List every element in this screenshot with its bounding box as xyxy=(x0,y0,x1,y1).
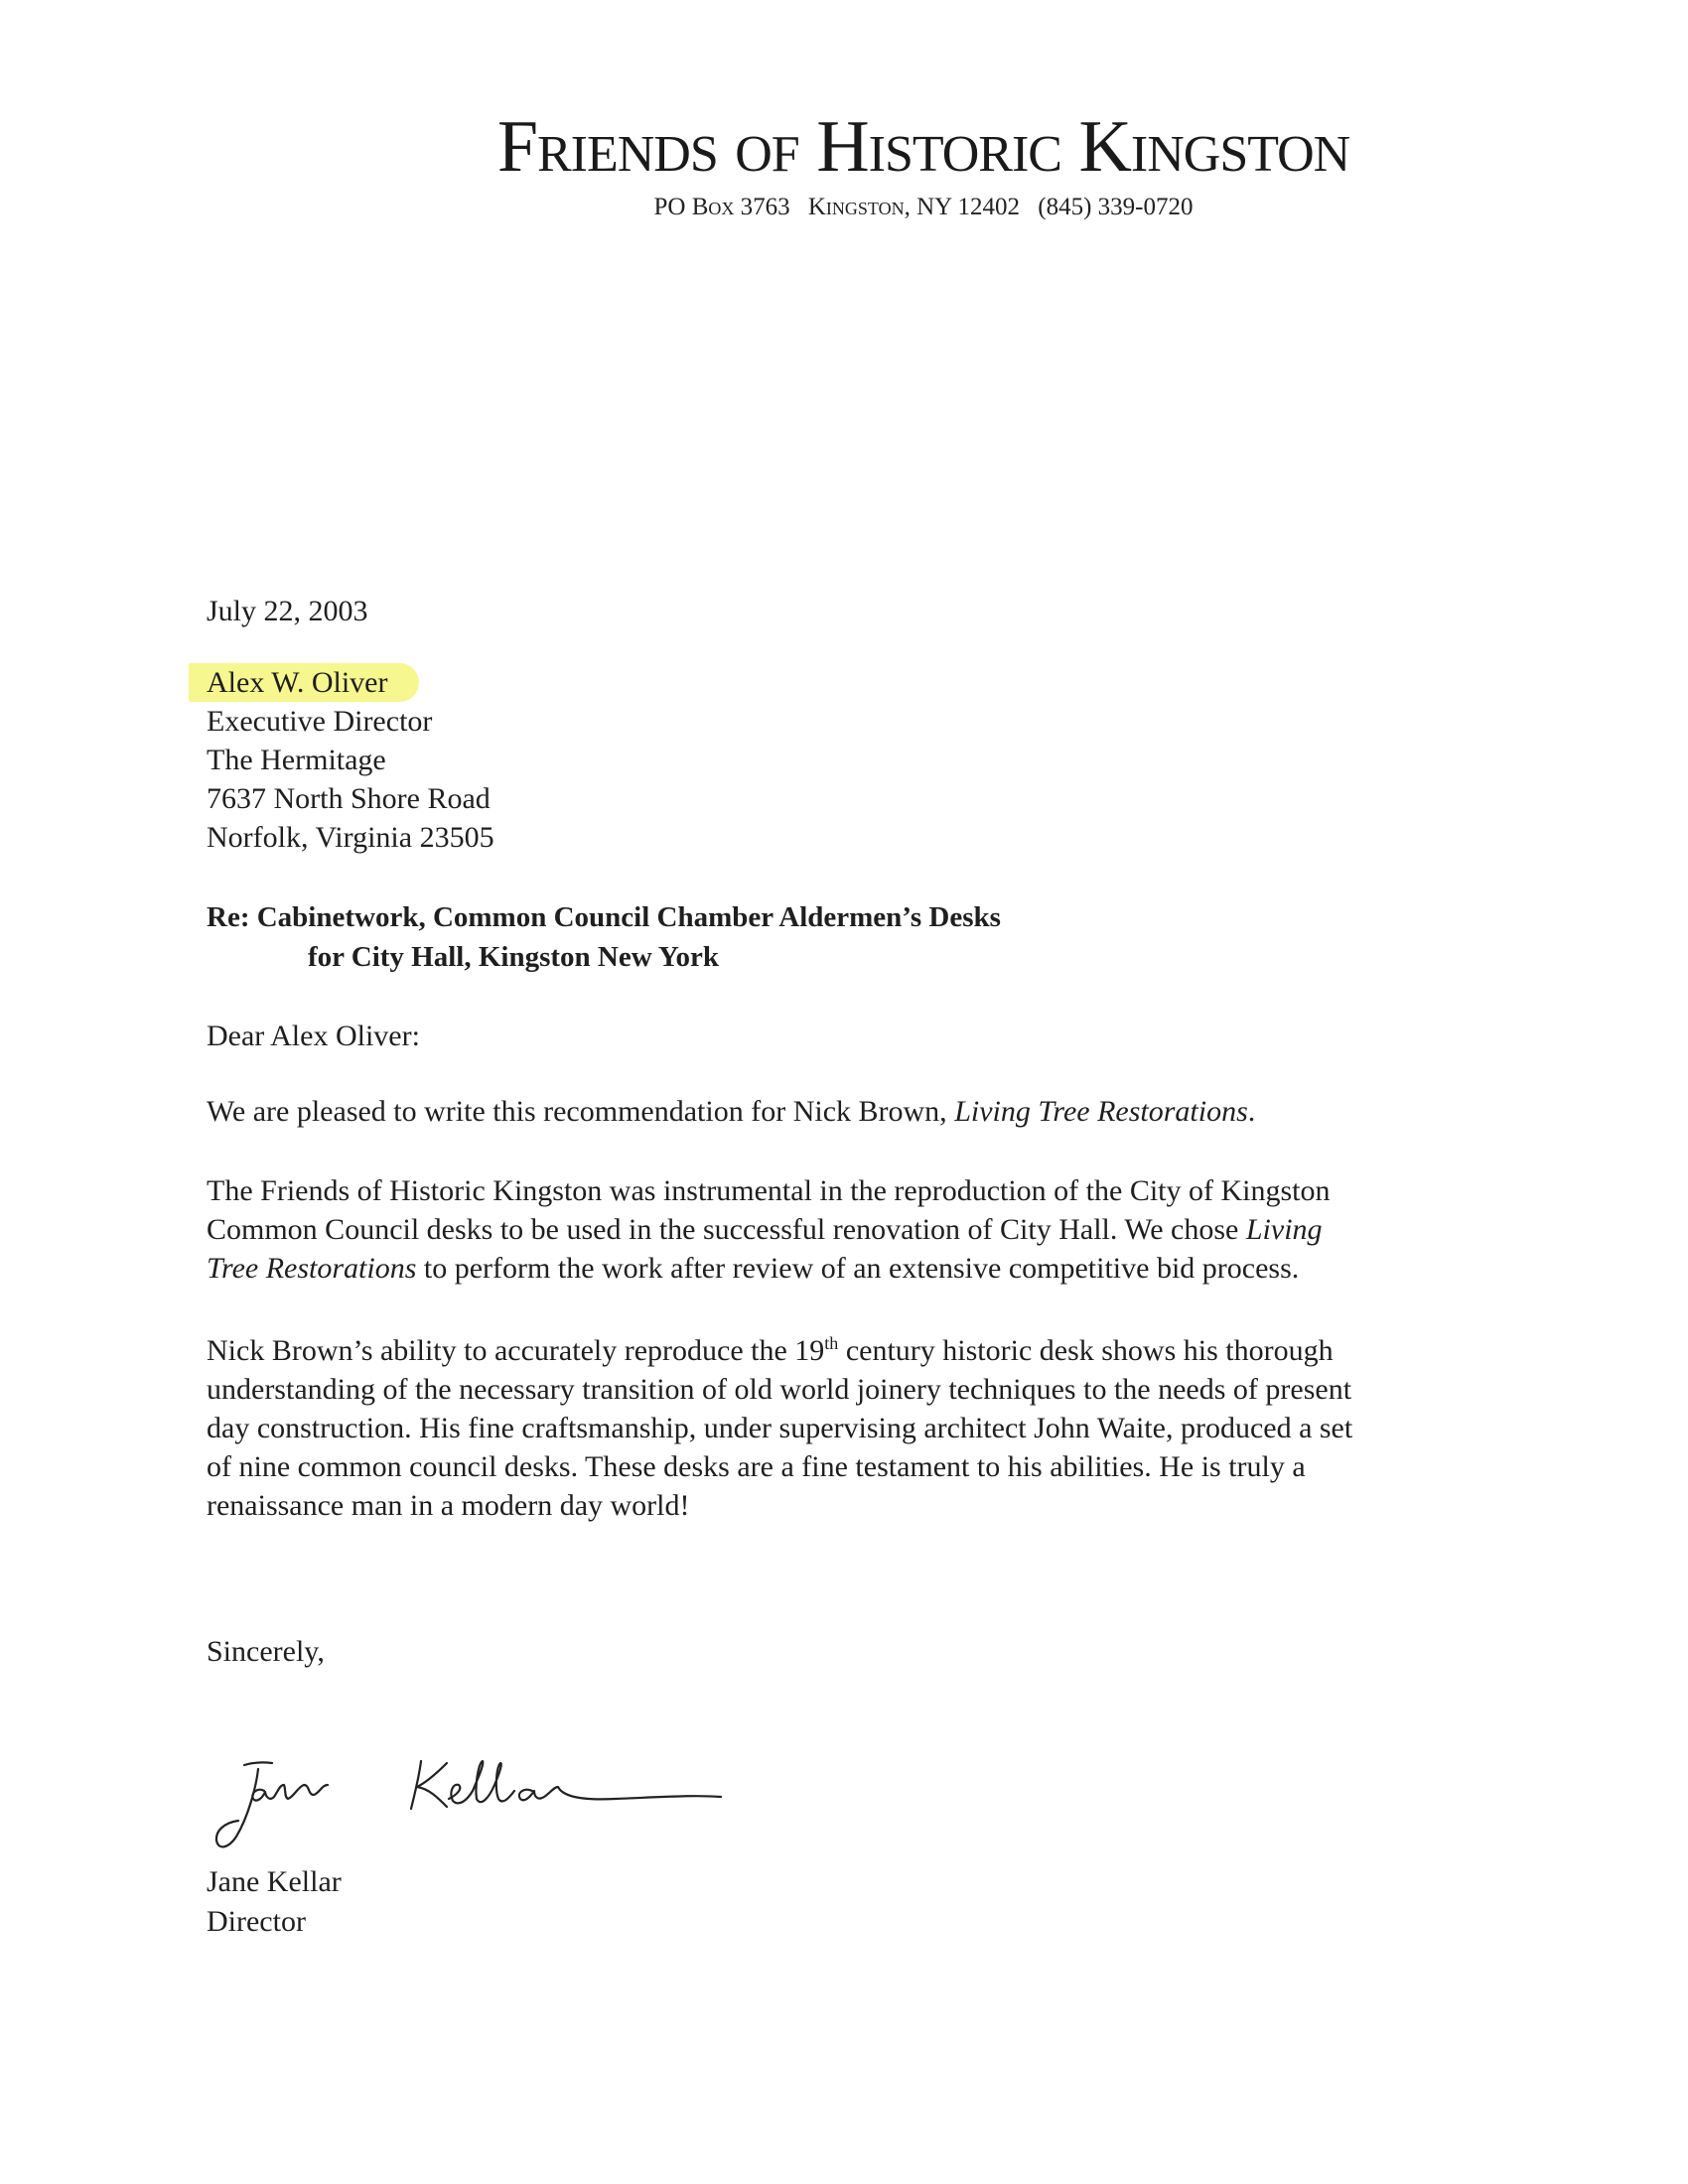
paragraph-1-text: We are pleased to write this recommendation for Nick Brown, xyxy=(207,1095,955,1128)
subject-line-1: Re: Cabinetwork, Common Council Chamber Aldermen’s Desks xyxy=(207,901,1001,933)
salutation: Dear Alex Oliver: xyxy=(207,1020,420,1052)
paragraph-2-line-3-text: to perform the work after review of an extensive competitive bid process. xyxy=(416,1252,1300,1285)
organization-name: Friends of Historic Kingston xyxy=(496,106,1350,188)
recipient-street: 7637 North Shore Road xyxy=(207,782,491,815)
recipient-title: Executive Director xyxy=(207,705,433,738)
phone-number: (845) 339-0720 xyxy=(1038,194,1194,220)
recipient-name-line xyxy=(207,663,1517,702)
paragraph-2-line-3 xyxy=(207,1249,1517,1288)
paragraph-2-line-1: The Friends of Historic Kingston was instrumental in the reproduction of the City of Kingston xyxy=(207,1174,1331,1207)
paragraph-3-line-4: of nine common council desks. These desks are a fine testament to his abilities. He is truly a xyxy=(207,1450,1306,1483)
city-state-zip: Kingston, NY 12402 xyxy=(807,194,1021,220)
paragraph-3 xyxy=(207,1324,1517,1525)
ordinal-superscript: th xyxy=(824,1333,839,1353)
paragraph-1-end: . xyxy=(1247,1095,1256,1128)
closing: Sincerely, xyxy=(207,1635,325,1668)
paragraph-3-line-1-pre: Nick Brown’s ability to accurately reproduce the 19 xyxy=(207,1334,825,1367)
recipient-city-state-zip: Norfolk, Virginia 23505 xyxy=(207,821,494,854)
paragraph-1 xyxy=(207,1092,1517,1131)
paragraph-2-line-2 xyxy=(207,1210,1517,1249)
paragraph-3-line-1 xyxy=(207,1324,1517,1370)
recipient-name: Alex W. Oliver xyxy=(189,663,419,702)
subject-line xyxy=(207,897,1517,977)
paragraph-3-line-3: day construction. His fine craftsmanship, under supervising architect John Waite, produced a set xyxy=(207,1412,1353,1444)
paragraph-2-line-2-text: Common Council desks to be used in the successful renovation of City Hall. We chose xyxy=(207,1213,1246,1246)
paragraph-2-line-2-italic: Living xyxy=(1245,1213,1323,1246)
recipient-address xyxy=(207,663,1517,857)
signer-title: Director xyxy=(207,1905,306,1938)
paragraph-3-line-2: understanding of the necessary transition of old world joinery techniques to the needs of present xyxy=(207,1373,1352,1406)
letter-date: July 22, 2003 xyxy=(207,595,368,627)
organization-contact xyxy=(159,193,1688,222)
paragraph-3-line-5: renaissance man in a modern day world! xyxy=(207,1489,690,1522)
po-box: PO Box 3763 xyxy=(653,194,790,220)
subject-line-2: for City Hall, Kingston New York xyxy=(308,941,720,973)
letterhead xyxy=(0,107,1688,222)
signer-block xyxy=(207,1862,1517,1942)
paragraph-3-line-1-post: century historic desk shows his thorough xyxy=(838,1334,1334,1367)
company-name-italic: Living Tree Restorations xyxy=(954,1095,1248,1128)
handwritten-signature xyxy=(199,1725,755,1874)
signer-name: Jane Kellar xyxy=(207,1865,342,1898)
recipient-organization: The Hermitage xyxy=(207,744,386,776)
paragraph-2 xyxy=(207,1171,1517,1288)
paragraph-2-line-3-italic: Tree Restorations xyxy=(207,1252,417,1285)
